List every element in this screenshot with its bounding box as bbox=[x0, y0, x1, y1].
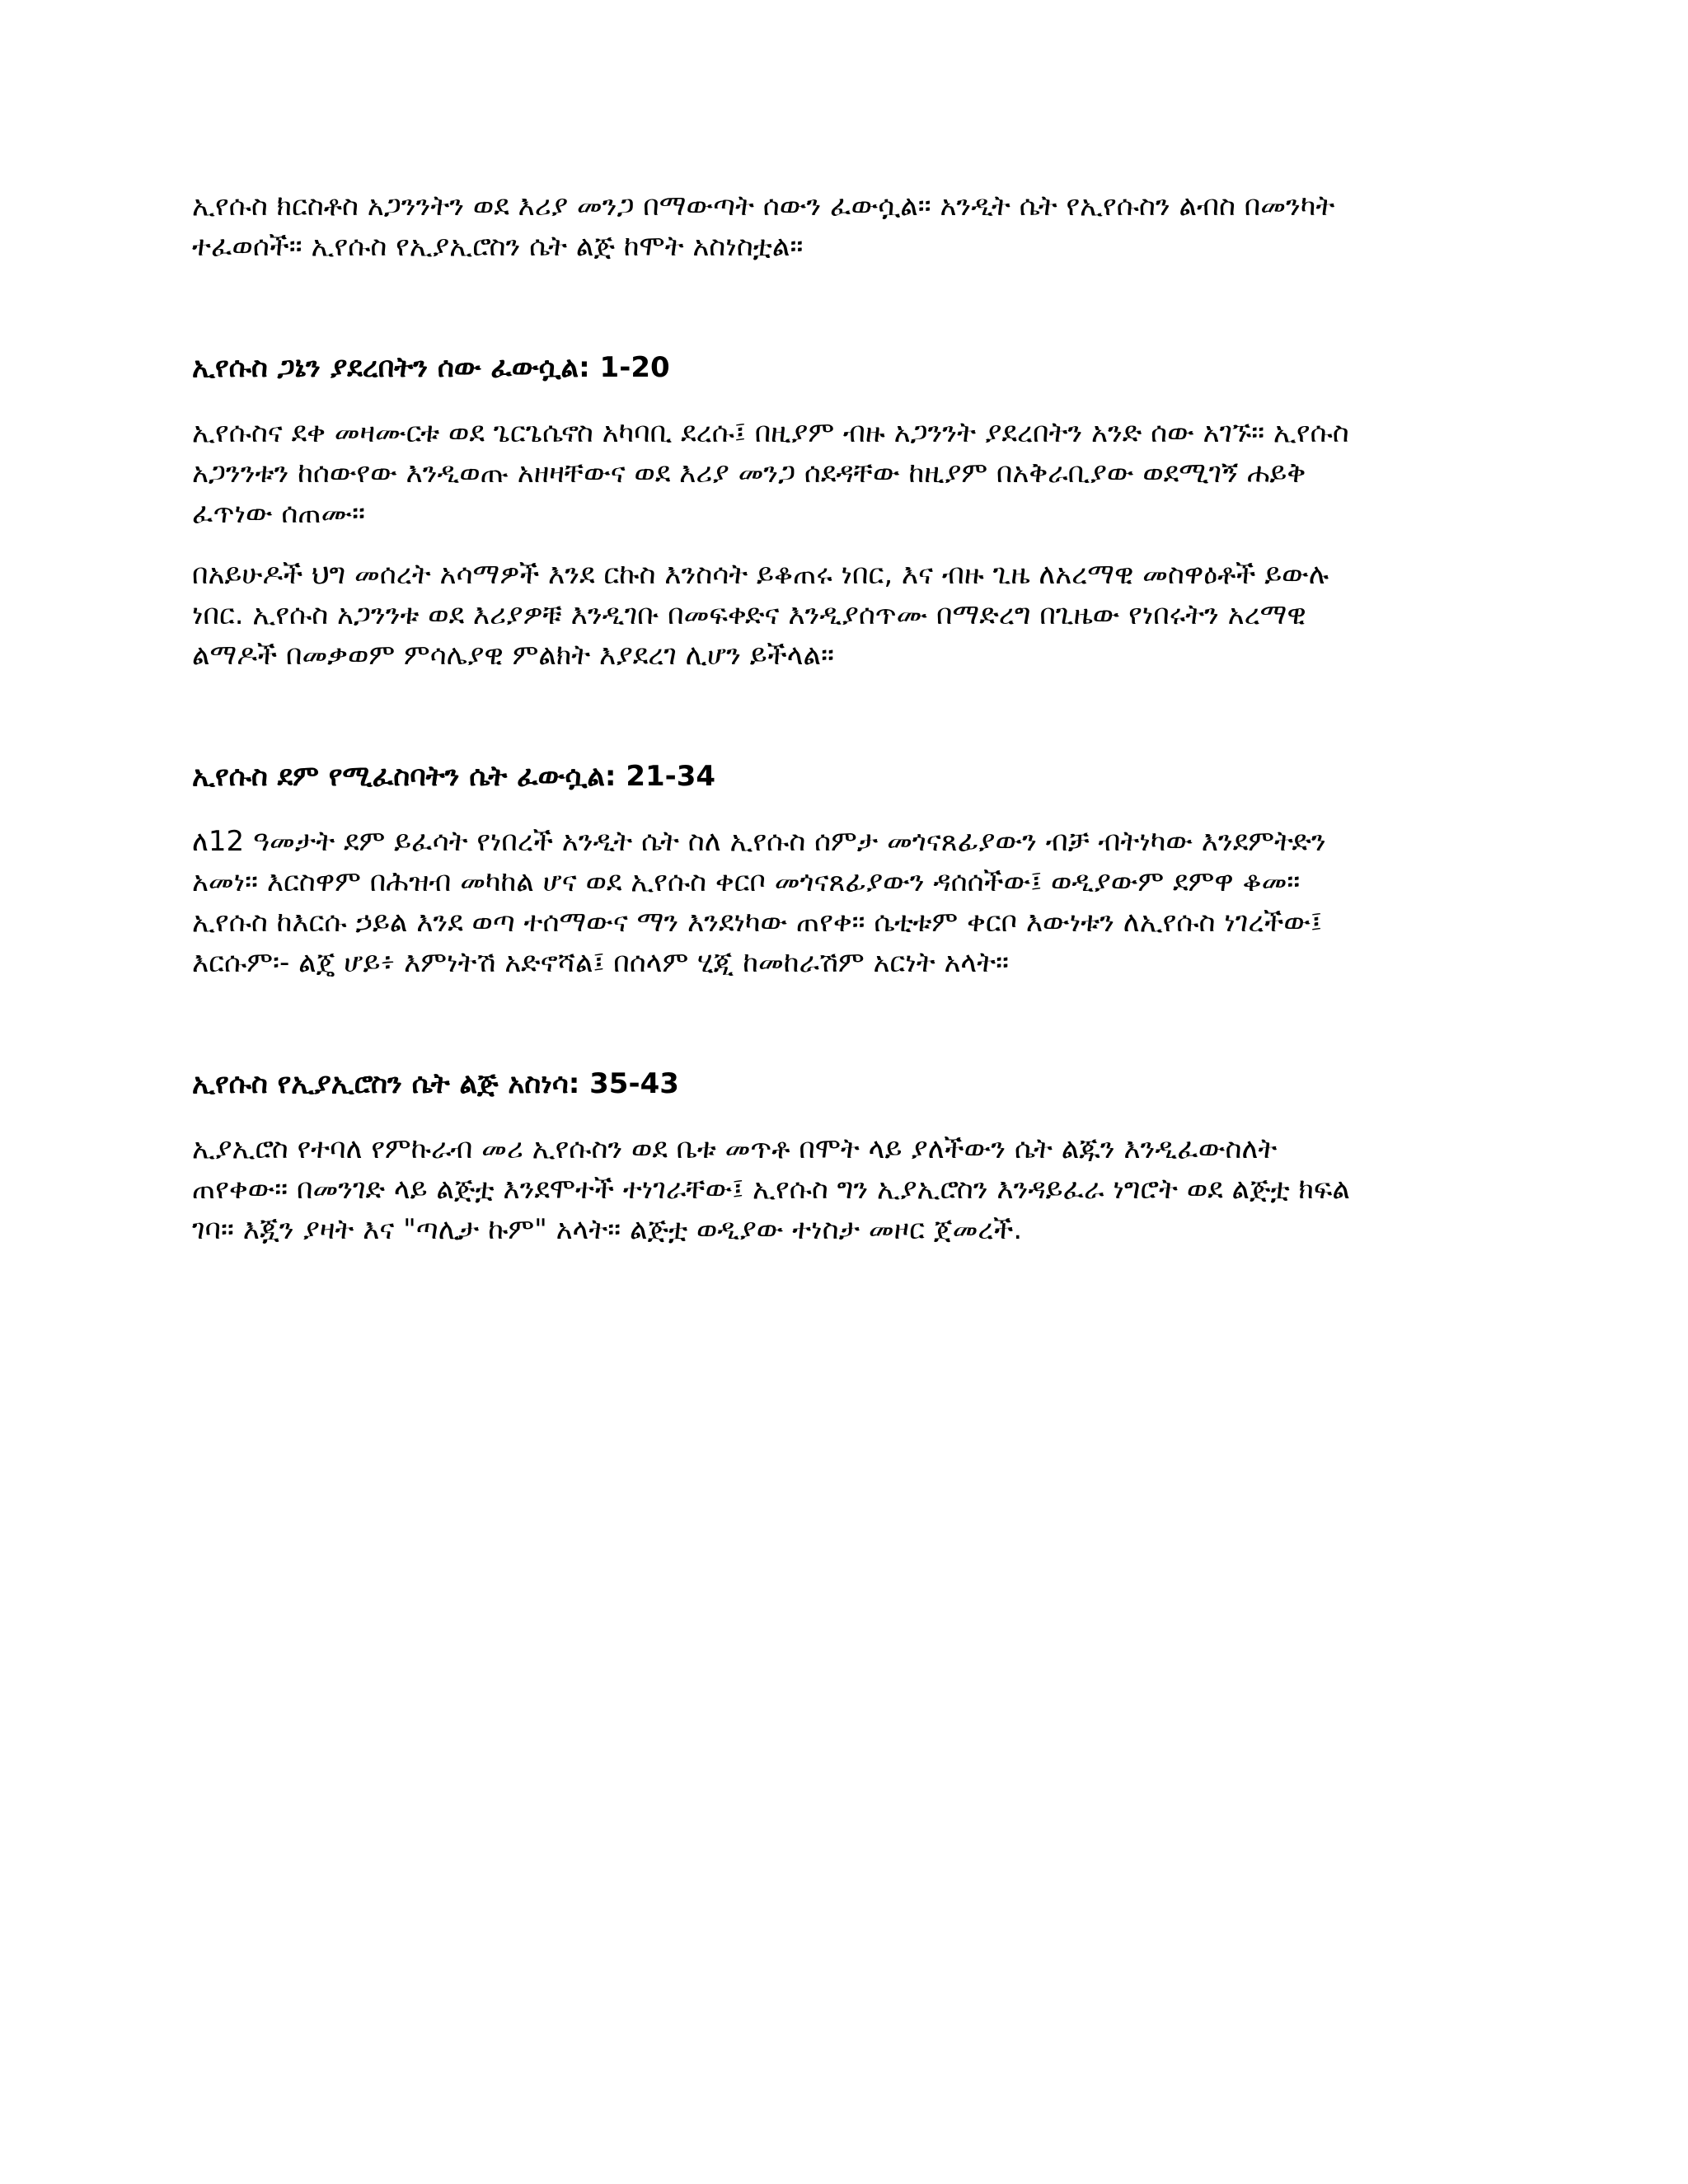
section-heading-healing-demoniac: ኢየሱስ ጋኔን ያደረበትን ሰው ፈውሷል: 1-20 bbox=[192, 351, 670, 384]
section-spacer bbox=[192, 676, 1478, 757]
paragraph-spacer bbox=[192, 534, 1478, 555]
heading-spacer bbox=[192, 1104, 1478, 1129]
heading-spacer bbox=[192, 797, 1478, 822]
section-paragraph: ኢየሱስና ደቀ መዛሙርቱ ወደ ጌርጌሴኖስ አካባቢ ደረሱ፤ በዚያም ብዙ አጋንንት ያደረበትን አንድ ሰው አገኙ። ኢየሱስ አጋንንቱን ከሰውየው እንዲወጡ አዘዛቸውና ወደ እሪያ መንጋ ሰደዳቸው ከዚያም በአቅራቢያው ወደሚገኝ ሐይቅ ፈጥነው ሰጠሙ። bbox=[192, 416, 1349, 530]
section-spacer bbox=[192, 267, 1478, 348]
heading-spacer bbox=[192, 388, 1478, 413]
section-paragraph: ለ12 ዓመታት ደም ይፈሳት የነበረች አንዲት ሴት ስለ ኢየሱስ ሰምታ መጎናጸፊያውን ብቻ ብትነካው እንደምትድን አመነ። እርስዋም በሕዝብ መካከል ሆና ወደ ኢየሱስ ቀርቦ መጎናጸፊያውን ዳሰሰችው፤ ወዲያውም ደምዋ ቆመ። ኢየሱስ ከእርሱ ኃይል እንደ ወጣ ተሰማውና ማን እንደነካው ጠየቀ። ሴቲቱም ቀርቦ እውነቱን ለኢየሱስ ነገረችው፤ እርሱም፡- ልጄ ሆይ፥ እምነትሽ አድኖሻል፤ በሰላም ሂጂ ከመከራሽም አርነት አላት። bbox=[192, 825, 1326, 979]
section-spacer bbox=[192, 983, 1478, 1064]
section-paragraph: ኢያኢሮስ የተባለ የምኩራብ መሪ ኢየሱስን ወደ ቤቱ መጥቶ በሞት ላይ ያለችውን ሴት ልጁን እንዲፈውስለት ጠየቀው። በመንገድ ላይ ልጅቷ እንደሞተች ተነገራቸው፤ ኢየሱስ ግን ኢያኢሮስን እንዳይፈራ ነግሮት ወደ ልጅቷ ክፍል ገባ። እጇን ያዛት እና "ጣሊታ ኩም" አላት። ልጅቷ ወዲያው ተነስታ መዞር ጀመረች. bbox=[192, 1132, 1350, 1246]
intro-paragraph: ኢየሱስ ክርስቶስ አጋንንትን ወደ እሪያ መንጋ በማውጣት ሰውን ፈውሷል። አንዲት ሴት የኢየሱስን ልብስ በመንካት ተፈወሰች። ኢየሱስ የኢያኢሮስን ሴት ልጅ ከሞት አስነስቷል። bbox=[192, 190, 1335, 263]
document-body bbox=[192, 186, 1478, 1250]
section-paragraph: በአይሁዶች ህግ መሰረት አሳማዎች እንደ ርኩስ እንስሳት ይቆጠሩ ነበር, እና ብዙ ጊዜ ለአረማዊ መስዋዕቶች ይውሉ ነበር. ኢየሱስ አጋንንቱ ወደ እሪያዎቹ እንዲገቡ በመፍቀድና እንዲያሰጥሙ በማድረግ በጊዜው የነበሩትን አረማዊ ልማዶች በመቃወም ምሳሌያዊ ምልክት እያደረገ ሊሆን ይችላል። bbox=[192, 558, 1329, 672]
section-heading-healing-woman: ኢየሱስ ደም የሚፈስባትን ሴት ፈውሷል: 21-34 bbox=[192, 760, 716, 793]
section-heading-jairus-daughter: ኢየሱስ የኢያኢሮስን ሴት ልጅ አስነሳ: 35-43 bbox=[192, 1067, 679, 1100]
